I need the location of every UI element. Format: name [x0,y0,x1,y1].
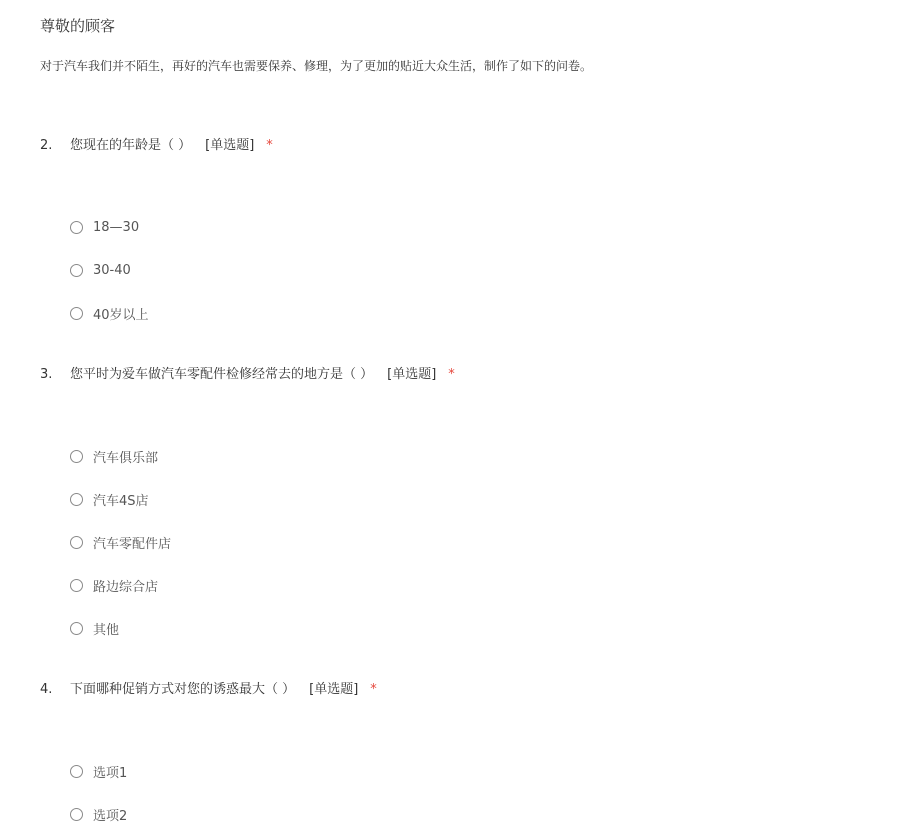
radio-circle-icon[interactable] [70,622,83,635]
radio-circle-icon[interactable] [70,765,83,778]
option-radio[interactable] [70,478,860,521]
option-label[interactable]: 18—30 [93,220,140,235]
required-marker: * [266,138,273,153]
option-label[interactable]: 选项1 [93,766,128,781]
option-radio[interactable] [70,292,860,335]
question-type-label: [单选题] [309,682,359,697]
option-label[interactable]: 汽车4S店 [93,494,149,509]
question-title [40,680,860,700]
radio-circle-icon[interactable] [70,221,83,234]
option-label[interactable]: 40岁以上 [93,308,149,323]
option-radio[interactable] [70,564,860,607]
radio-circle-icon[interactable] [70,450,83,463]
option-radio[interactable] [70,521,860,564]
option-label[interactable]: 其他 [93,623,120,638]
question-number: 3. [40,367,53,382]
option-label[interactable]: 路边综合店 [93,580,159,595]
radio-circle-icon[interactable] [70,536,83,549]
question-3 [40,365,860,650]
option-radio[interactable] [70,435,860,478]
question-title [40,365,860,385]
question-type-label: [单选题] [387,367,437,382]
question-type-label: [单选题] [205,138,255,153]
option-radio[interactable] [70,206,860,249]
question-text: 您平时为爱车做汽车零配件检修经常去的地方是（ ） [70,367,374,382]
question-2 [40,136,860,335]
option-radio[interactable] [70,750,860,793]
required-marker: * [448,367,455,382]
option-radio[interactable] [70,793,860,836]
option-label[interactable]: 30-40 [93,263,131,278]
radio-circle-icon[interactable] [70,307,83,320]
question-title [40,136,860,156]
survey-intro: 对于汽车我们并不陌生，再好的汽车也需要保养、修理，为了更加的贴近大众生活，制作了如下的问卷。 [40,59,593,73]
greeting-title: 尊敬的顾客 [40,17,116,35]
options-list [40,435,860,650]
radio-circle-icon[interactable] [70,579,83,592]
radio-circle-icon[interactable] [70,493,83,506]
radio-circle-icon[interactable] [70,808,83,821]
option-radio[interactable] [70,607,860,650]
option-radio[interactable] [70,249,860,292]
option-label[interactable]: 选项2 [93,809,128,824]
option-label[interactable]: 汽车零配件店 [93,537,172,552]
option-label[interactable]: 汽车俱乐部 [93,451,159,466]
radio-circle-icon[interactable] [70,264,83,277]
question-number: 4. [40,682,53,697]
options-list [40,206,860,335]
question-number: 2. [40,138,53,153]
question-4 [40,680,860,836]
question-text: 下面哪种促销方式对您的诱惑最大（ ） [70,682,296,697]
options-list [40,750,860,836]
question-text: 您现在的年龄是（ ） [70,138,192,153]
required-marker: * [370,682,377,697]
